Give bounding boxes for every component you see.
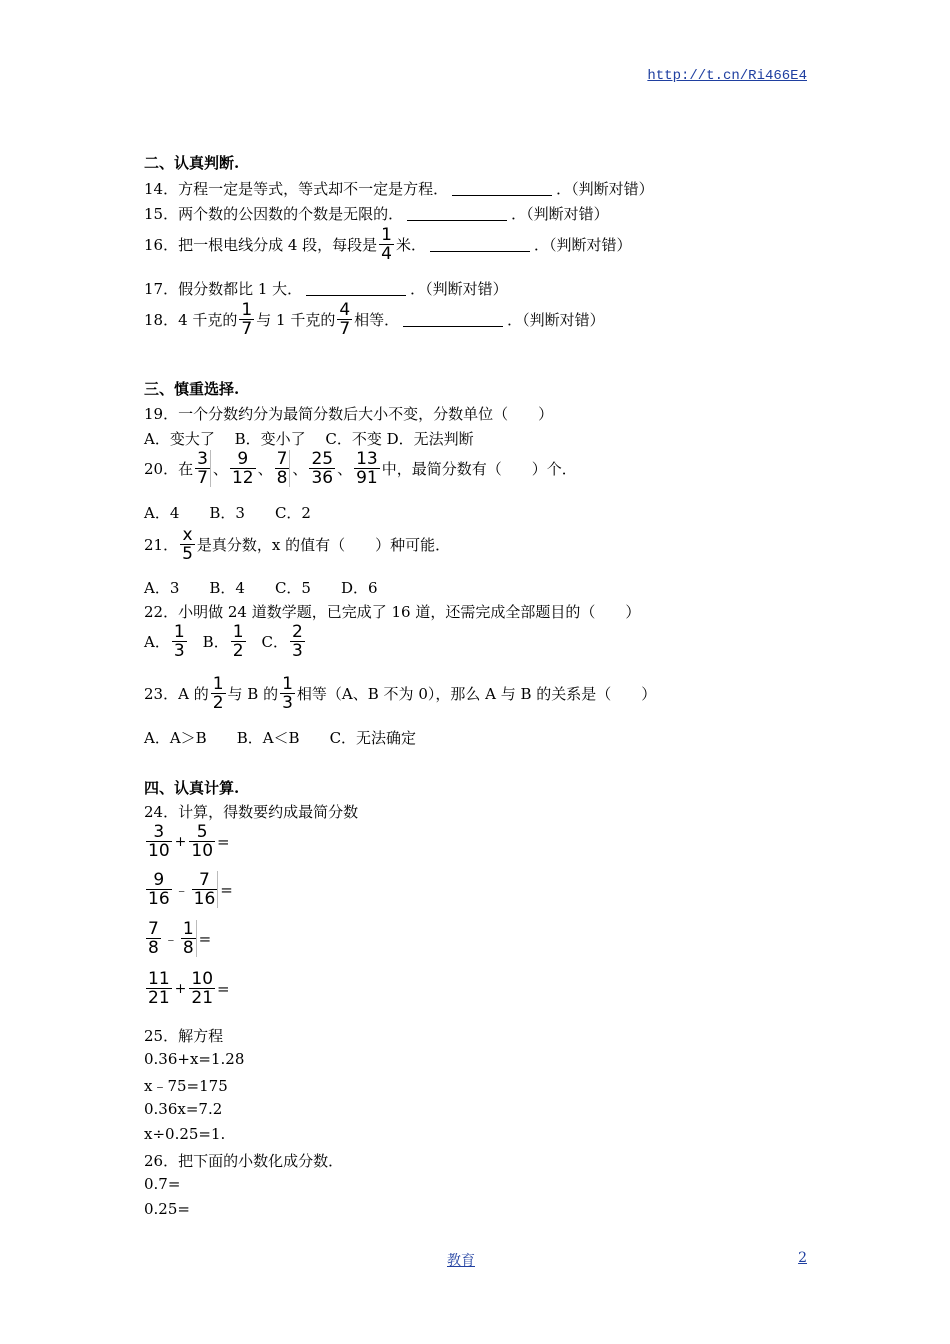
numerator: 9 [237, 449, 249, 469]
fraction-b [189, 970, 215, 1007]
page-number[interactable]: 2 [798, 1250, 807, 1266]
denominator: 2 [212, 693, 224, 713]
q16-pre: 16．把一根电线分成 4 段，每段是 [144, 236, 378, 254]
question-23 [144, 675, 656, 712]
question-24: 24．计算，得数要约成最简分数 [144, 803, 359, 821]
q21-pre: 21． [144, 536, 179, 554]
q22-option-b-fraction [231, 623, 246, 660]
denominator: 21 [148, 988, 170, 1008]
q15-answer-blank[interactable] [407, 206, 507, 221]
section-2-title: 二、认真判断. [144, 154, 240, 172]
q19-options: A．变大了 B．变小了 C．不变 D．无法判断 [144, 430, 474, 448]
equals-sign: = [198, 929, 212, 948]
q20-sep: 、 [337, 460, 353, 478]
fraction-b [189, 823, 215, 860]
numerator: 5 [196, 822, 208, 842]
denominator: 4 [381, 244, 392, 264]
q25-equation-1: 0.36+x=1.28 [144, 1050, 245, 1068]
numerator: 3 [153, 822, 165, 842]
q23-pre: 23．A 的 [144, 685, 209, 703]
numerator: 1 [182, 919, 194, 939]
fraction-a [146, 920, 161, 957]
numerator: 10 [191, 969, 214, 989]
fraction-a [146, 871, 172, 908]
header-url-link[interactable]: http://t.cn/Ri466E4 [647, 68, 807, 84]
equals-sign: = [217, 979, 230, 998]
numerator: 1 [241, 300, 253, 320]
q21-fraction [180, 526, 195, 563]
q22-option-a-fraction [172, 623, 187, 660]
denominator: 3 [292, 641, 303, 661]
denominator: 21 [191, 988, 214, 1008]
q16-tail: ．（判断对错） [534, 236, 632, 254]
q20-fraction-1 [195, 450, 211, 487]
denominator: 16 [148, 889, 170, 909]
fraction-a [146, 970, 172, 1007]
numerator: 1 [173, 622, 185, 642]
q16-fraction [379, 226, 394, 263]
question-25: 25．解方程 [144, 1027, 224, 1045]
numerator: 1 [381, 225, 392, 245]
denominator: 36 [311, 468, 334, 488]
operator: + [174, 833, 187, 850]
q18-tail: ．（判断对错） [507, 311, 605, 329]
q23-fraction-2 [280, 675, 295, 712]
q20-post: 中，最简分数有（ ）个． [381, 460, 577, 478]
q16-answer-blank[interactable] [430, 237, 530, 252]
q17-answer-blank[interactable] [306, 281, 406, 296]
equals-sign: = [220, 880, 233, 899]
q22-option-a-label: A． [144, 633, 170, 651]
q15-text: 15．两个数的公因数的个数是无限的． [144, 205, 404, 223]
q20-fraction-4 [309, 450, 335, 487]
q21-post: 是真分数，x 的值有（ ）种可能． [196, 536, 451, 554]
section-3-title: 三、慎重选择. [144, 380, 240, 398]
q22-option-c-label: C． [261, 633, 289, 651]
numerator: 7 [148, 919, 159, 939]
numerator: 7 [276, 449, 288, 469]
q18-post: 相等． [354, 311, 400, 329]
q20-sep: 、 [257, 460, 273, 478]
numerator: 1 [282, 674, 293, 694]
q18-pre: 18．4 千克的 [144, 311, 238, 329]
question-21 [144, 526, 450, 563]
q14-answer-blank[interactable] [452, 181, 552, 196]
question-15 [144, 203, 609, 224]
numerator: 3 [197, 449, 208, 469]
fraction-a [146, 823, 172, 860]
q24-expression-2 [144, 871, 233, 908]
question-18 [144, 301, 605, 338]
q25-equation-4: x÷0.25=1. [144, 1125, 226, 1143]
q22-options [144, 623, 307, 660]
q17-text: 17．假分数都比 1 大． [144, 280, 303, 298]
question-17 [144, 278, 508, 299]
fraction-b [192, 871, 219, 908]
q24-expression-1 [144, 823, 230, 860]
numerator: 2 [292, 622, 303, 642]
q20-sep: 、 [292, 460, 308, 478]
numerator: x [182, 525, 193, 545]
q15-tail: ．（判断对错） [511, 205, 609, 223]
denominator: 5 [182, 544, 193, 564]
numerator: 1 [212, 674, 224, 694]
denominator: 10 [191, 841, 214, 861]
equals-sign: = [217, 832, 230, 851]
denominator: 2 [232, 641, 244, 661]
q23-options: A．A＞B B．A＜B C．无法确定 [144, 729, 417, 747]
q20-fraction-3 [275, 450, 291, 487]
question-22: 22．小明做 24 道数学题，已完成了 16 道，还需完成全部题目的（ ） [144, 603, 641, 621]
denominator: 8 [276, 468, 288, 488]
q18-answer-blank[interactable] [403, 312, 503, 327]
q18-mid: 与 1 千克的 [256, 311, 336, 329]
q24-expression-4 [144, 970, 230, 1007]
q25-equation-2: x﹣75=175 [144, 1077, 228, 1095]
denominator: 91 [356, 468, 378, 488]
q23-fraction-1 [211, 675, 226, 712]
q20-pre: 20．在 [144, 460, 194, 478]
q24-expression-3 [144, 920, 211, 957]
question-20 [144, 450, 577, 487]
q16-post: 米． [396, 236, 427, 254]
q20-fraction-5 [354, 450, 380, 487]
question-26: 26．把下面的小数化成分数． [144, 1152, 344, 1170]
fraction-b [181, 920, 197, 957]
q18-fraction-1 [239, 301, 254, 338]
section-4-title: 四、认真计算. [144, 779, 240, 797]
q23-mid: 与 B 的 [227, 685, 279, 703]
numerator: 13 [356, 449, 378, 469]
denominator: 16 [193, 889, 216, 909]
denominator: 12 [231, 468, 254, 488]
denominator: 7 [339, 319, 351, 339]
q26-item-2: 0.25= [144, 1200, 190, 1218]
q20-sep: 、 [212, 460, 228, 478]
q20-options: A．4 B．3 C．2 [144, 504, 311, 522]
question-14 [144, 178, 654, 199]
numerator: 4 [339, 300, 351, 320]
q20-fraction-2 [230, 450, 256, 487]
numerator: 11 [148, 969, 170, 989]
denominator: 8 [148, 938, 159, 958]
q22-option-c-fraction [290, 623, 305, 660]
footer-link[interactable]: 教育 [447, 1253, 475, 1269]
operator: ﹣ [174, 882, 189, 899]
q25-equation-3: 0.36x=7.2 [144, 1100, 223, 1118]
operator: ﹣ [163, 931, 178, 948]
numerator: 1 [232, 622, 244, 642]
question-16 [144, 226, 632, 263]
q18-fraction-2 [337, 301, 352, 338]
q21-options: A．3 B．4 C．5 D．6 [144, 579, 378, 597]
q17-tail: ．（判断对错） [410, 280, 508, 298]
operator: + [174, 980, 187, 997]
denominator: 3 [282, 693, 293, 713]
numerator: 7 [199, 870, 210, 890]
q14-text: 14．方程一定是等式，等式却不一定是方程． [144, 180, 449, 198]
q26-item-1: 0.7= [144, 1175, 181, 1193]
denominator: 7 [241, 319, 253, 339]
q14-tail: ．（判断对错） [556, 180, 654, 198]
numerator: 25 [311, 449, 334, 469]
numerator: 9 [153, 870, 165, 890]
denominator: 3 [173, 641, 185, 661]
denominator: 10 [148, 841, 170, 861]
q23-post: 相等（A、B 不为 0），那么 A 与 B 的关系是（ ） [296, 685, 657, 703]
denominator: 7 [197, 468, 208, 488]
question-19: 19．一个分数约分为最简分数后大小不变，分数单位（ ） [144, 405, 554, 423]
q22-option-b-label: B． [202, 633, 229, 651]
denominator: 8 [182, 938, 194, 958]
